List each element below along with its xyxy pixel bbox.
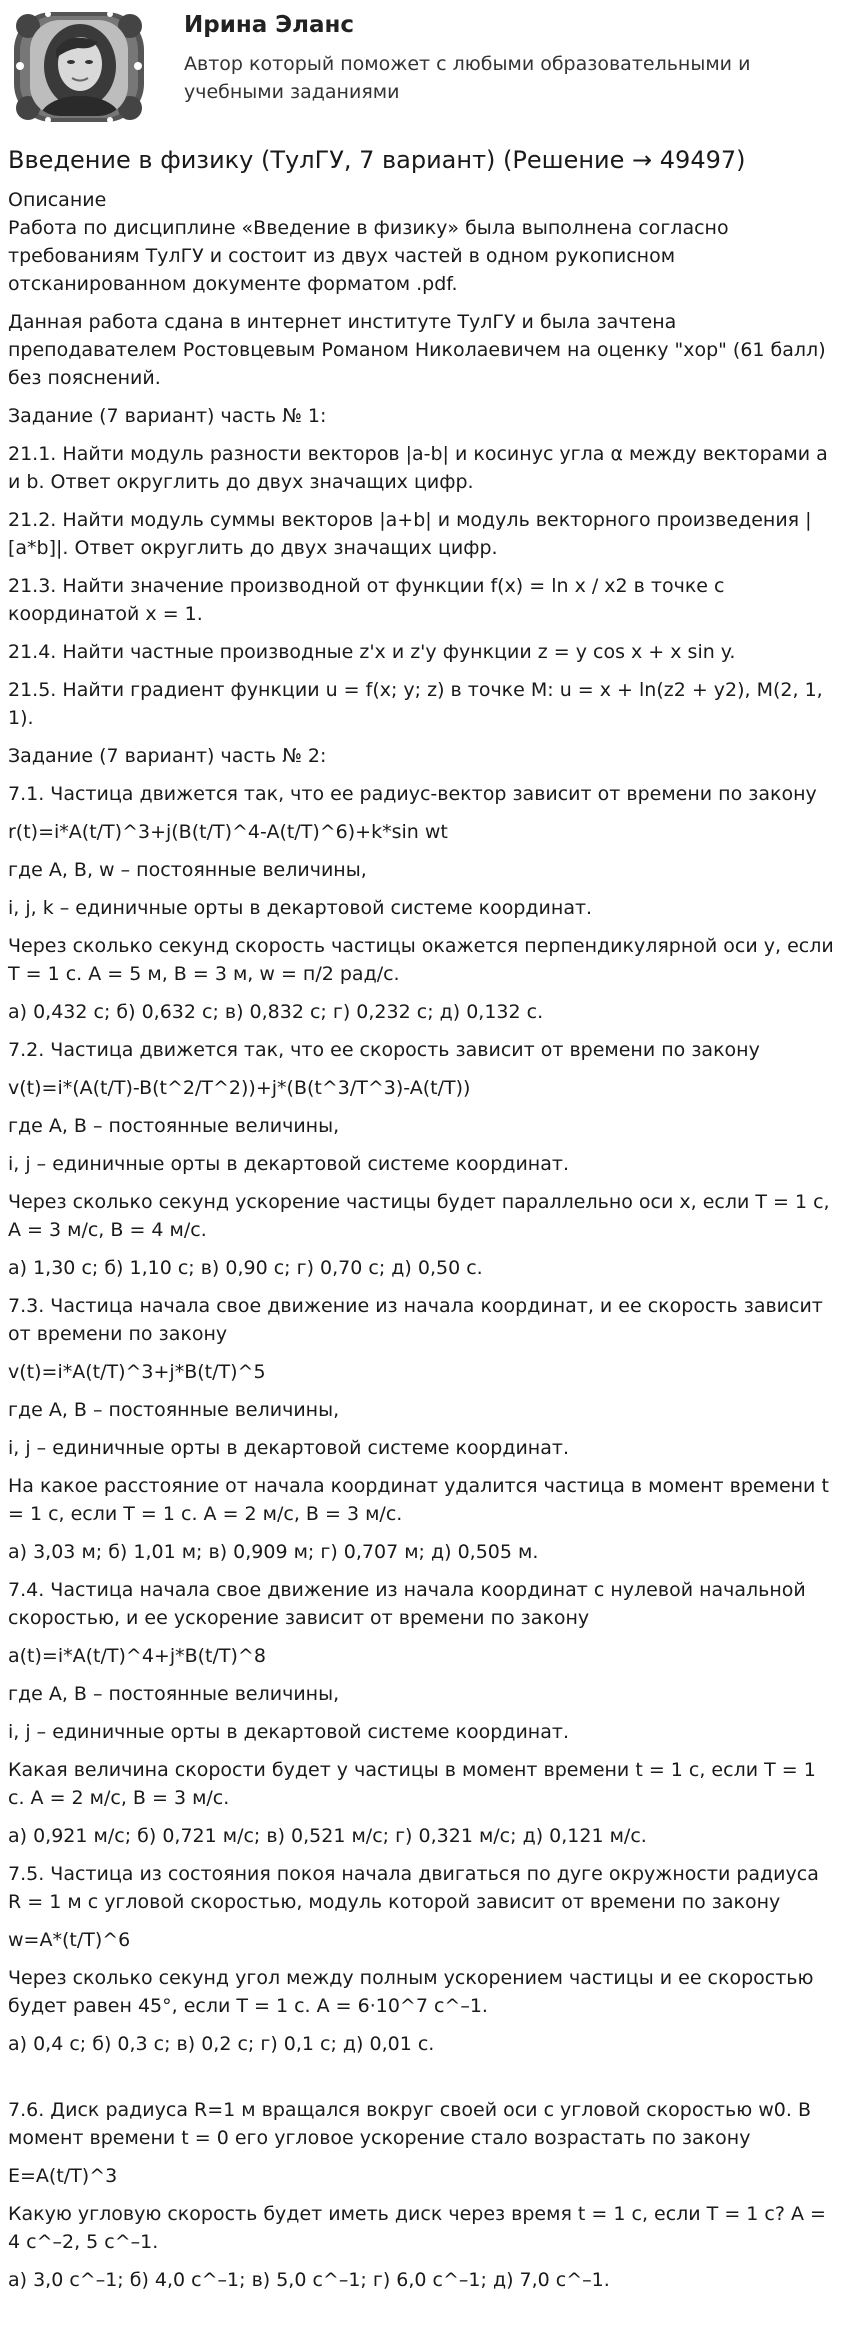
paragraph: где A, B – постоянные величины, <box>8 1399 340 1421</box>
author-avatar[interactable] <box>8 6 150 128</box>
page-title: Введение в физику (ТулГУ, 7 вариант) (Решение → 49497) <box>8 146 746 174</box>
paragraph: где A, B – постоянные величины, <box>8 1683 340 1705</box>
paragraph: Какая величина скорости будет у частицы в момент времени t = 1 с, если T = 1 с. A = 2 м/с, B = 3 м/с. <box>8 1759 816 1809</box>
task-21-1 <box>8 440 838 496</box>
task-text: Найти модуль разности векторов |a-b| и косинус угла α между векторами a и b. Ответ округлить до двух значащих цифр. <box>8 443 828 493</box>
part2-heading: Задание (7 вариант) часть № 2: <box>8 745 327 767</box>
answer-options: а) 3,0 с^–1; б) 4,0 с^–1; в) 5,0 с^–1; г) 6,0 с^–1; д) 7,0 с^–1. <box>8 2269 610 2291</box>
formula: r(t)=i*A(t/T)^3+j(B(t/T)^4-A(t/T)^6)+k*sin wt <box>8 821 448 843</box>
task-label: 21.5. <box>8 679 57 701</box>
author-card <box>0 0 847 140</box>
formula: w=A*(t/T)^6 <box>8 1929 131 1951</box>
task-21-3 <box>8 572 838 628</box>
paragraph: Через сколько секунд ускорение частицы будет параллельно оси x, если T = 1 с, A = 3 м/с, B = 4 м/с. <box>8 1191 830 1241</box>
task-label: 21.4. <box>8 641 57 663</box>
paragraph: На какое расстояние от начала координат удалится частица в момент времени t = 1 с, если T = 1 с. A = 2 м/с, B = 3 м/с. <box>8 1475 829 1525</box>
task-21-2 <box>8 506 838 562</box>
paragraph: где A, B – постоянные величины, <box>8 1115 340 1137</box>
answer-options: а) 1,30 с; б) 1,10 с; в) 0,90 с; г) 0,70 с; д) 0,50 с. <box>8 1257 483 1279</box>
paragraph: Через сколько секунд скорость частицы окажется перпендикулярной оси y, если T = 1 с. A = 5 м, B = 3 м, w = п/2 рад/с. <box>8 935 834 985</box>
paragraph: i, j – единичные орты в декартовой системе координат. <box>8 1437 569 1459</box>
task-21-5 <box>8 676 838 732</box>
paragraph: 7.2. Частица движется так, что ее скорость зависит от времени по закону <box>8 1039 760 1061</box>
formula: a(t)=i*A(t/T)^4+j*B(t/T)^8 <box>8 1645 266 1667</box>
paragraph: 7.4. Частица начала свое движение из начала координат с нулевой начальной скоростью, и ее ускорение зависит от времени по закону <box>8 1579 806 1629</box>
task-text: Найти значение производной от функции f(x) = ln x / x2 в точке с координатой x = 1. <box>8 575 725 625</box>
paragraph: где A, B, w – постоянные величины, <box>8 859 367 881</box>
answer-options: а) 3,03 м; б) 1,01 м; в) 0,909 м; г) 0,707 м; д) 0,505 м. <box>8 1541 539 1563</box>
author-description: Автор который поможет с любыми образовательными и учебными заданиями <box>184 53 751 103</box>
part1-heading: Задание (7 вариант) часть № 1: <box>8 405 327 427</box>
task-label: 21.2. <box>8 509 57 531</box>
description-text: Работа по дисциплине «Введение в физику» была выполнена согласно требованиям ТулГУ и состоит из двух частей в одном рукописном отсканированном документе форматом .pdf. <box>8 217 729 295</box>
answer-options: а) 0,921 м/с; б) 0,721 м/с; в) 0,521 м/с; г) 0,321 м/с; д) 0,121 м/с. <box>8 1825 647 1847</box>
answer-options: а) 0,4 с; б) 0,3 с; в) 0,2 с; г) 0,1 с; д) 0,01 с. <box>8 2033 435 2055</box>
formula: E=A(t/T)^3 <box>8 2165 118 2187</box>
paragraph: i, j – единичные орты в декартовой системе координат. <box>8 1721 569 1743</box>
task-21-4 <box>8 638 838 666</box>
document-content <box>8 145 838 2304</box>
author-avatar-icon <box>8 6 150 128</box>
blank-gap <box>8 2068 838 2096</box>
answer-options: а) 0,432 с; б) 0,632 с; в) 0,832 с; г) 0,232 с; д) 0,132 с. <box>8 1001 544 1023</box>
paragraph: Через сколько секунд угол между полным ускорением частицы и ее скоростью будет равен 45°, если T = 1 с. A = 6·10^7 с^–1. <box>8 1967 814 2017</box>
task-text: Найти частные производные z'x и z'y функции z = y cos x + x sin y. <box>62 641 736 663</box>
task-label: 21.3. <box>8 575 57 597</box>
formula: v(t)=i*(A(t/T)-B(t^2/T^2))+j*(B(t^3/T^3)-A(t/T)) <box>8 1077 471 1099</box>
description-label: Описание <box>8 189 107 211</box>
paragraph: i, j, k – единичные орты в декартовой системе координат. <box>8 897 593 919</box>
task-label: 21.1. <box>8 443 57 465</box>
paragraph: 7.6. Диск радиуса R=1 м вращался вокруг своей оси с угловой скоростью w0. В момент времени t = 0 его угловое ускорение стало возрастать по закону <box>8 2099 811 2149</box>
grading-text: Данная работа сдана в интернет институте ТулГУ и была зачтена преподавателем Ростовцевым Романом Николаевичем на оценку "хор" (61 балл) без пояснений. <box>8 311 826 389</box>
paragraph: 7.5. Частица из состояния покоя начала двигаться по дуге окружности радиуса R = 1 м с угловой скоростью, модуль которой зависит от времени по закону <box>8 1863 819 1913</box>
paragraph: Какую угловую скорость будет иметь диск через время t = 1 с, если T = 1 с? A = 4 с^–2, 5 с^–1. <box>8 2203 826 2253</box>
formula: v(t)=i*A(t/T)^3+j*B(t/T)^5 <box>8 1361 266 1383</box>
paragraph: 7.1. Частица движется так, что ее радиус-вектор зависит от времени по закону <box>8 783 817 805</box>
paragraph: 7.3. Частица начала свое движение из начала координат, и ее скорость зависит от времени по закону <box>8 1295 823 1345</box>
paragraph: i, j – единичные орты в декартовой системе координат. <box>8 1153 569 1175</box>
task-text: Найти модуль суммы векторов |a+b| и модуль векторного произведения |[a*b]|. Ответ округлить до двух значащих цифр. <box>8 509 812 559</box>
author-name[interactable]: Ирина Эланс <box>184 12 355 38</box>
task-text: Найти градиент функции u = f(x; y; z) в точке M: u = x + ln(z2 + y2), M(2, 1, 1). <box>8 679 823 729</box>
